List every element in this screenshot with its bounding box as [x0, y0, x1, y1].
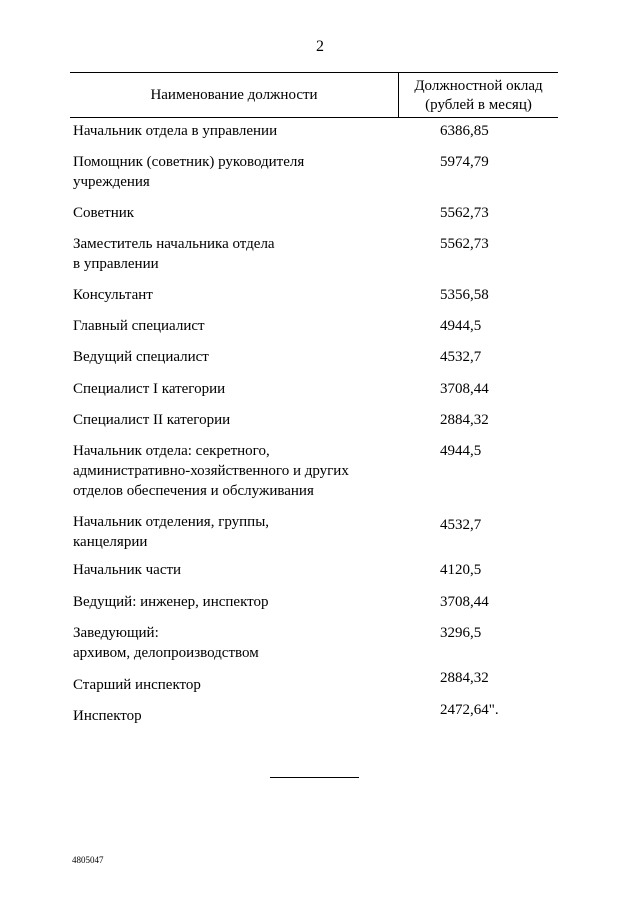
- position-name: Ведущий: инженер, инспектор: [73, 594, 269, 610]
- salary-value: 4532,7: [440, 349, 482, 365]
- salary-value: 3296,5: [440, 625, 482, 641]
- salary-value: 3708,44: [440, 381, 489, 397]
- position-name: Заведующий: архивом, делопроизводством: [73, 625, 259, 661]
- position-name: Помощник (советник) руководителя учреждения: [73, 154, 305, 190]
- salary-value: 2884,32: [440, 412, 489, 428]
- position-name: Ведущий специалист: [73, 349, 209, 365]
- position-name: Специалист I категории: [73, 381, 226, 397]
- salary-value: 5356,58: [440, 287, 489, 303]
- end-separator-line: [270, 777, 359, 778]
- salary-value: 5562,73: [440, 236, 489, 252]
- position-name: Советник: [73, 205, 135, 221]
- page-number: 2: [316, 38, 324, 55]
- position-name: Инспектор: [73, 708, 142, 724]
- salary-value: 3708,44: [440, 594, 489, 610]
- salary-value: 2884,32: [440, 670, 489, 686]
- salary-value: 2472,64".: [440, 702, 499, 718]
- position-name: Начальник отделения, группы, канцелярии: [73, 514, 270, 550]
- position-name: Главный специалист: [73, 318, 205, 334]
- column-header-position: Наименование должности: [150, 87, 318, 103]
- salary-value: 4120,5: [440, 562, 482, 578]
- position-name: Старший инспектор: [73, 677, 201, 693]
- position-name: Начальник части: [73, 562, 182, 578]
- position-name: Начальник отдела в управлении: [73, 123, 278, 139]
- position-name: Специалист II категории: [73, 412, 231, 428]
- column-header-salary-line2: (рублей в месяц): [425, 97, 532, 113]
- salary-value: 5562,73: [440, 205, 489, 221]
- position-name: Заместитель начальника отдела в управлении: [73, 236, 275, 272]
- position-name: Консультант: [73, 287, 153, 303]
- column-header-salary-line1: Должностной оклад: [414, 78, 543, 94]
- table-header-top-rule: [70, 72, 558, 73]
- salary-value: 6386,85: [440, 123, 489, 139]
- document-code: 4805047: [72, 855, 104, 865]
- position-name: Начальник отдела: секретного, административно-хозяйственного и других отделов обеспечения и обслуживания: [73, 443, 349, 499]
- salary-value: 4944,5: [440, 443, 482, 459]
- salary-value: 5974,79: [440, 154, 489, 170]
- salary-value: 4532,7: [440, 517, 482, 533]
- table-header-bottom-rule: [70, 117, 558, 118]
- salary-value: 4944,5: [440, 318, 482, 334]
- column-header-salary: [399, 77, 558, 115]
